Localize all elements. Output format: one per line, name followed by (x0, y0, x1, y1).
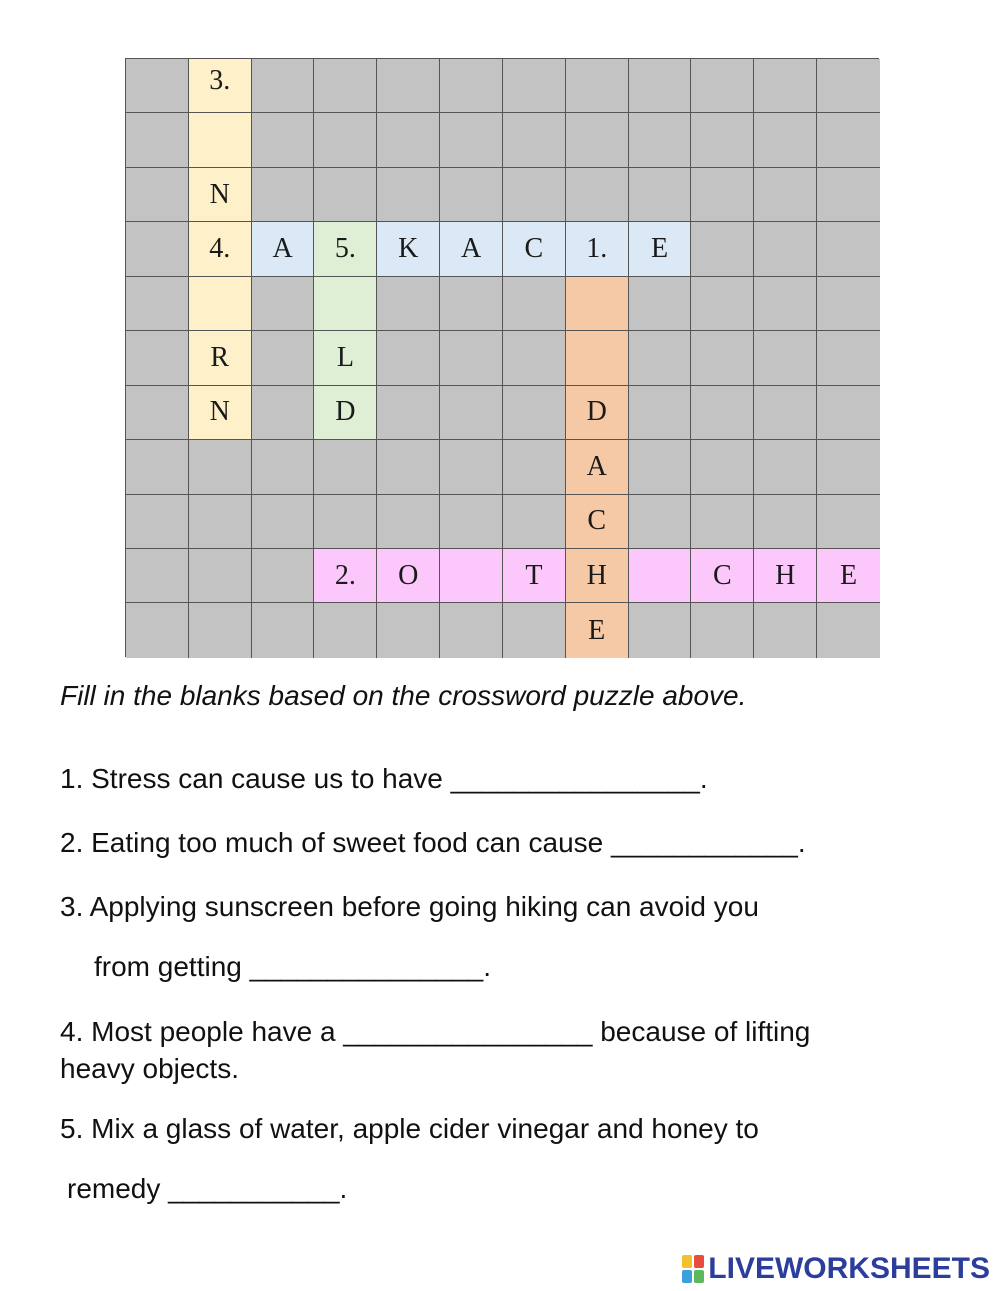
crossword-cell (691, 603, 754, 657)
crossword-cell (314, 603, 377, 657)
crossword-cell (629, 113, 692, 167)
crossword-cell (691, 386, 754, 440)
crossword-cell (817, 168, 880, 222)
logo-block (682, 1270, 692, 1283)
crossword-letter-cell[interactable]: C (503, 222, 566, 276)
crossword-cell (126, 113, 189, 167)
crossword-cell (189, 549, 252, 603)
crossword-cell (440, 386, 503, 440)
crossword-cell (126, 331, 189, 385)
crossword-cell (440, 168, 503, 222)
crossword-cell (126, 222, 189, 276)
crossword-letter-cell[interactable]: 4. (189, 222, 252, 276)
crossword-cell (503, 113, 566, 167)
crossword-letter-cell[interactable]: H (754, 549, 817, 603)
crossword-cell (252, 59, 315, 113)
question-5-line-2: remedy ___________. (67, 1173, 348, 1204)
question-3-line-1: 3. Applying sunscreen before going hiking can avoid you (60, 891, 759, 922)
crossword-letter-cell[interactable]: 3. (189, 59, 252, 113)
crossword-cell (629, 603, 692, 657)
crossword-cell (252, 603, 315, 657)
crossword-cell (503, 495, 566, 549)
crossword-cell (629, 440, 692, 494)
crossword-letter-cell[interactable]: D (314, 386, 377, 440)
crossword-grid (125, 58, 879, 657)
crossword-cell (126, 59, 189, 113)
crossword-letter-cell[interactable]: O (377, 549, 440, 603)
logo-block (694, 1255, 704, 1268)
crossword-cell (377, 603, 440, 657)
crossword-cell (754, 331, 817, 385)
crossword-cell (377, 386, 440, 440)
crossword-cell (566, 113, 629, 167)
crossword-cell[interactable] (189, 113, 252, 167)
crossword-cell (817, 277, 880, 331)
crossword-cell (503, 440, 566, 494)
crossword-cell (126, 549, 189, 603)
crossword-letter-cell[interactable]: T (503, 549, 566, 603)
crossword-letter-cell[interactable]: R (189, 331, 252, 385)
crossword-letter-cell[interactable]: E (566, 603, 629, 657)
crossword-cell (377, 495, 440, 549)
crossword-letter-cell[interactable]: D (566, 386, 629, 440)
crossword-cell[interactable] (314, 277, 377, 331)
crossword-cell (126, 440, 189, 494)
crossword-cell (629, 168, 692, 222)
liveworksheets-logo (682, 1252, 990, 1286)
crossword-cell (189, 603, 252, 657)
logo-blocks-icon (682, 1255, 704, 1283)
crossword-cell (126, 386, 189, 440)
logo-block (694, 1270, 704, 1283)
question-4-line-2: heavy objects. (60, 1053, 239, 1084)
crossword-letter-cell[interactable]: C (566, 495, 629, 549)
crossword-cell[interactable] (440, 549, 503, 603)
crossword-cell (691, 331, 754, 385)
logo-block (682, 1255, 692, 1268)
crossword-letter-cell[interactable]: E (629, 222, 692, 276)
crossword-cell (440, 603, 503, 657)
crossword-cell (754, 113, 817, 167)
crossword-cell (691, 222, 754, 276)
crossword-cell (629, 59, 692, 113)
crossword-cell (252, 168, 315, 222)
crossword-letter-cell[interactable]: 2. (314, 549, 377, 603)
crossword-cell (817, 495, 880, 549)
crossword-cell (629, 277, 692, 331)
instruction-text: Fill in the blanks based on the crossword puzzle above. (60, 680, 747, 711)
crossword-cell (817, 386, 880, 440)
crossword-cell (440, 113, 503, 167)
crossword-cell (377, 440, 440, 494)
crossword-cell (126, 495, 189, 549)
crossword-cell (252, 113, 315, 167)
crossword-cell (126, 168, 189, 222)
crossword-cell (252, 386, 315, 440)
crossword-cell (754, 386, 817, 440)
crossword-cell (754, 222, 817, 276)
crossword-cell (754, 168, 817, 222)
crossword-cell (817, 331, 880, 385)
crossword-letter-cell[interactable]: A (440, 222, 503, 276)
crossword-cell (817, 222, 880, 276)
crossword-cell[interactable] (629, 549, 692, 603)
crossword-cell (314, 168, 377, 222)
crossword-cell (817, 59, 880, 113)
crossword-cell[interactable] (566, 277, 629, 331)
crossword-cell (566, 168, 629, 222)
crossword-cell (440, 59, 503, 113)
crossword-cell (314, 495, 377, 549)
crossword-cell (754, 603, 817, 657)
crossword-cell (691, 168, 754, 222)
crossword-cell (566, 59, 629, 113)
question-2: 2. Eating too much of sweet food can cause ____________. (60, 827, 806, 858)
crossword-cell (817, 603, 880, 657)
crossword-cell (503, 168, 566, 222)
crossword-cell (314, 440, 377, 494)
crossword-cell (440, 495, 503, 549)
crossword-cell (503, 331, 566, 385)
crossword-letter-cell[interactable]: H (566, 549, 629, 603)
crossword-cell (503, 277, 566, 331)
crossword-cell (377, 113, 440, 167)
crossword-letter-cell[interactable]: 1. (566, 222, 629, 276)
crossword-letter-cell[interactable]: E (817, 549, 880, 603)
crossword-cell (691, 440, 754, 494)
crossword-cell (314, 113, 377, 167)
crossword-letter-cell[interactable]: N (189, 168, 252, 222)
crossword-letter-cell[interactable]: K (377, 222, 440, 276)
crossword-letter-cell[interactable]: A (566, 440, 629, 494)
crossword-cell (252, 331, 315, 385)
crossword-cell (189, 440, 252, 494)
question-1: 1. Stress can cause us to have ________________. (60, 763, 708, 794)
crossword-cell (252, 549, 315, 603)
crossword-cell (189, 495, 252, 549)
crossword-cell (754, 59, 817, 113)
crossword-cell (252, 440, 315, 494)
crossword-letter-cell[interactable]: L (314, 331, 377, 385)
crossword-letter-cell[interactable]: N (189, 386, 252, 440)
crossword-letter-cell[interactable]: A (252, 222, 315, 276)
crossword-cell (691, 113, 754, 167)
crossword-cell (817, 113, 880, 167)
crossword-cell (126, 277, 189, 331)
crossword-cell (377, 331, 440, 385)
crossword-cell (440, 440, 503, 494)
crossword-cell (126, 603, 189, 657)
crossword-cell (629, 331, 692, 385)
crossword-cell (691, 59, 754, 113)
crossword-letter-cell[interactable]: C (691, 549, 754, 603)
crossword-cell (817, 440, 880, 494)
crossword-cell (629, 386, 692, 440)
crossword-cell (503, 59, 566, 113)
crossword-cell (754, 277, 817, 331)
crossword-cell (503, 386, 566, 440)
crossword-cell[interactable] (566, 331, 629, 385)
crossword-cell (503, 603, 566, 657)
crossword-cell (252, 277, 315, 331)
crossword-cell (252, 495, 315, 549)
crossword-cell[interactable] (189, 277, 252, 331)
logo-text: LIVEWORKSHEETS (708, 1252, 990, 1285)
crossword-letter-cell[interactable]: 5. (314, 222, 377, 276)
crossword-cell (314, 59, 377, 113)
crossword-cell (691, 277, 754, 331)
crossword-cell (377, 277, 440, 331)
crossword-cell (754, 440, 817, 494)
question-5-line-1: 5. Mix a glass of water, apple cider vinegar and honey to (60, 1113, 759, 1144)
crossword-cell (440, 277, 503, 331)
crossword-cell (691, 495, 754, 549)
question-4-line-1: 4. Most people have a ________________ because of lifting (60, 1016, 811, 1047)
crossword-cell (377, 168, 440, 222)
crossword-cell (754, 495, 817, 549)
question-3-line-2: from getting _______________. (94, 951, 491, 982)
crossword-cell (377, 59, 440, 113)
crossword-cell (629, 495, 692, 549)
crossword-cell (440, 331, 503, 385)
